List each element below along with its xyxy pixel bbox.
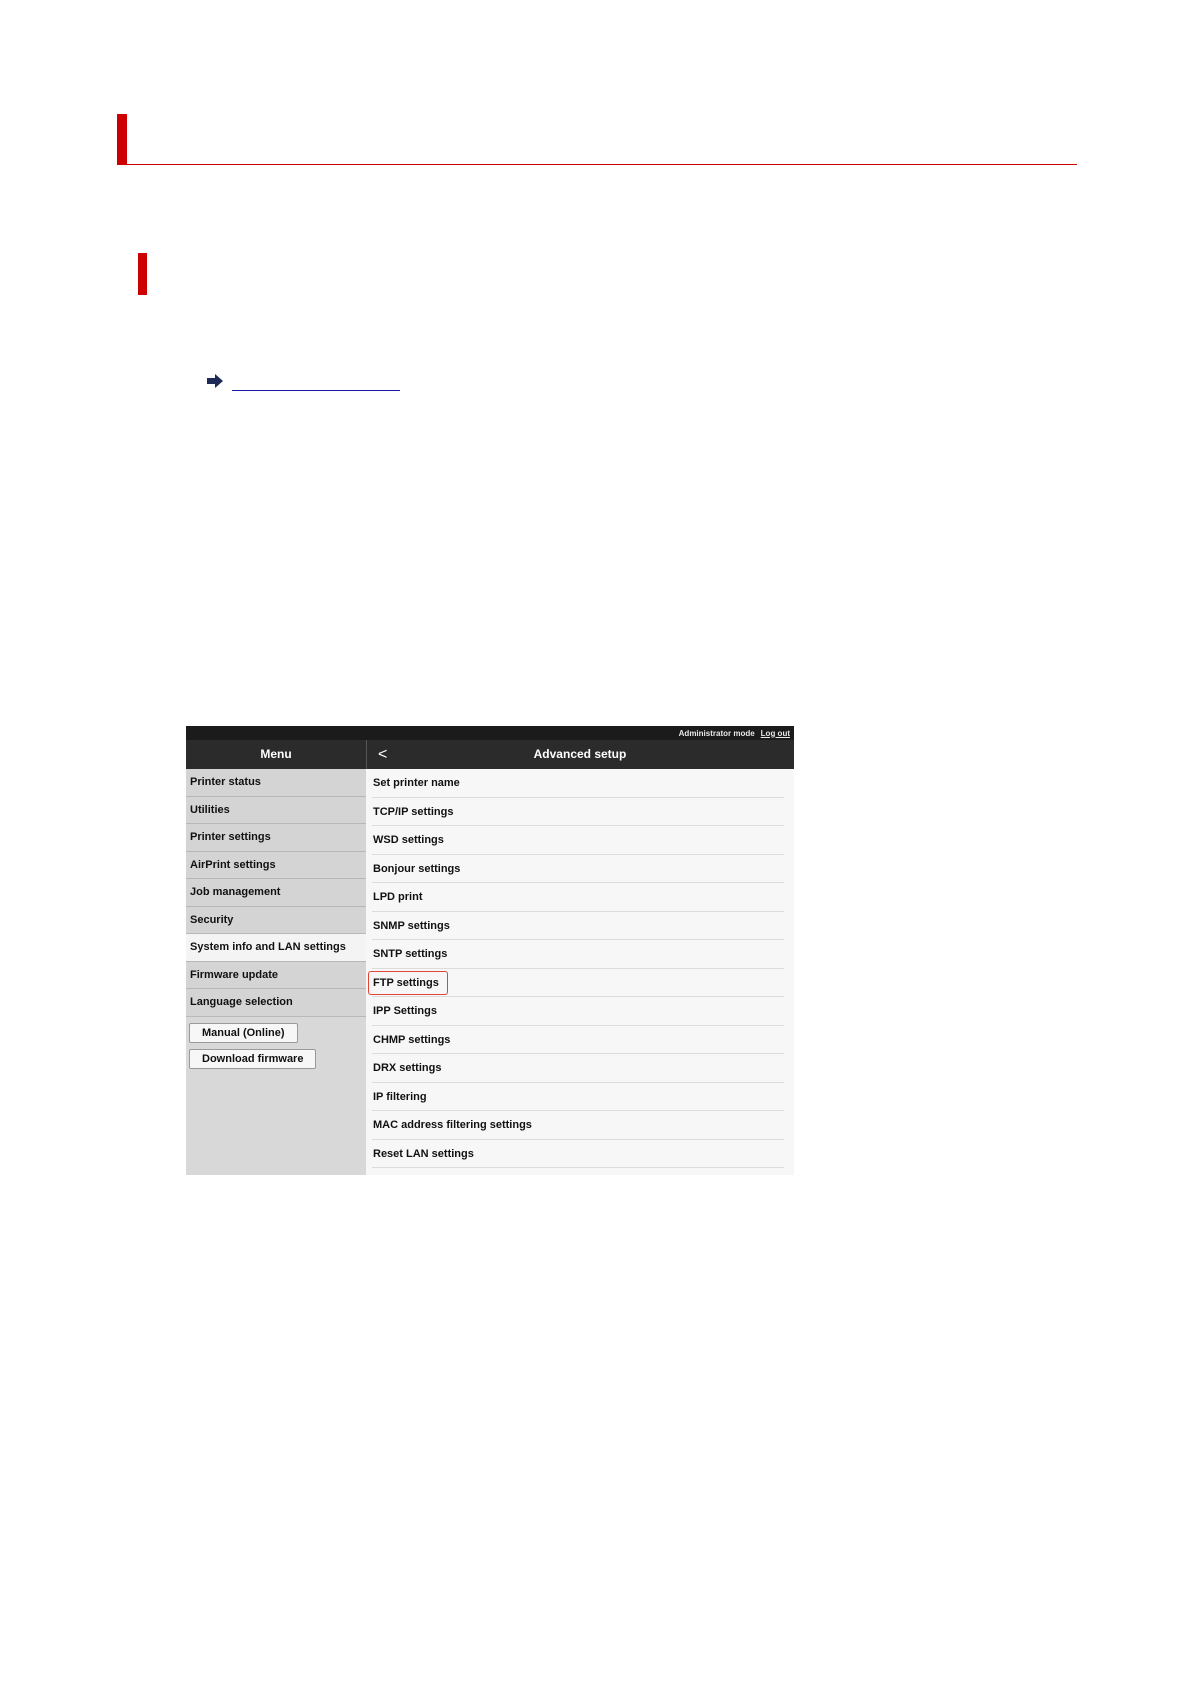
heading1-marker (117, 114, 127, 165)
list-item[interactable] (372, 912, 784, 941)
list-item-label: Reset LAN settings (373, 1147, 474, 1160)
list-item-label: IPP Settings (373, 1005, 437, 1017)
sidebar-item-utilities[interactable]: Utilities (186, 797, 366, 825)
manual-online-button[interactable]: Manual (Online) (189, 1023, 298, 1043)
sidebar-item-system-info[interactable]: System info and LAN settings (186, 934, 366, 962)
list-item[interactable] (372, 883, 784, 912)
list-item[interactable] (372, 798, 784, 827)
advanced-setup-title: Advanced setup (533, 747, 627, 761)
list-item-label: WSD settings (373, 834, 444, 846)
list-item-label: CHMP settings (373, 1033, 451, 1046)
list-item-label: SNTP settings (373, 948, 448, 960)
list-item[interactable] (372, 1083, 784, 1112)
list-item[interactable] (372, 855, 784, 884)
arrow-right-icon (206, 373, 224, 389)
settings-list (366, 769, 794, 1175)
sidebar-item-firmware-update[interactable]: Firmware update (186, 962, 366, 990)
heading2-marker (138, 253, 147, 295)
sidebar-item-airprint-settings[interactable]: AirPrint settings (186, 852, 366, 880)
sidebar-item-security[interactable]: Security (186, 907, 366, 935)
list-item-label: TCP/IP settings (373, 805, 454, 818)
list-item[interactable] (372, 1140, 784, 1169)
top-status-strip (186, 726, 794, 740)
list-item[interactable] (372, 769, 784, 798)
list-item-label: MAC address filtering settings (373, 1119, 532, 1131)
list-item[interactable] (372, 1026, 784, 1055)
list-item-label: Bonjour settings (373, 862, 461, 875)
admin-mode-label: Administrator mode (678, 728, 755, 738)
list-item-label: SNMP settings (373, 919, 450, 932)
list-item-label: Set printer name (373, 777, 460, 789)
download-firmware-button[interactable]: Download firmware (189, 1049, 316, 1069)
reference-link-row[interactable] (206, 370, 400, 392)
list-item[interactable] (372, 940, 784, 969)
menu-title: Menu (186, 740, 367, 769)
back-icon[interactable]: < (378, 746, 388, 763)
heading1-divider (117, 164, 1077, 165)
list-item-label: DRX settings (373, 1062, 442, 1074)
sidebar (186, 769, 366, 1175)
highlight-box (368, 971, 448, 995)
sidebar-item-printer-status[interactable]: Printer status (186, 769, 366, 797)
list-item[interactable] (372, 1111, 784, 1140)
remote-ui-screenshot (186, 726, 794, 1175)
ftp-settings-item[interactable] (372, 969, 784, 998)
logout-link[interactable]: Log out (760, 728, 790, 738)
list-item[interactable] (372, 1054, 784, 1083)
list-item-label: LPD print (373, 891, 423, 903)
list-item-label: IP filtering (373, 1090, 427, 1103)
header-bar (186, 740, 794, 769)
sidebar-item-job-management[interactable]: Job management (186, 879, 366, 907)
sidebar-item-language-selection[interactable]: Language selection (186, 989, 366, 1017)
list-item-label: FTP settings (373, 976, 439, 989)
list-item[interactable] (372, 997, 784, 1026)
reference-link[interactable] (232, 372, 400, 391)
sidebar-item-printer-settings[interactable]: Printer settings (186, 824, 366, 852)
list-item[interactable] (372, 826, 784, 855)
